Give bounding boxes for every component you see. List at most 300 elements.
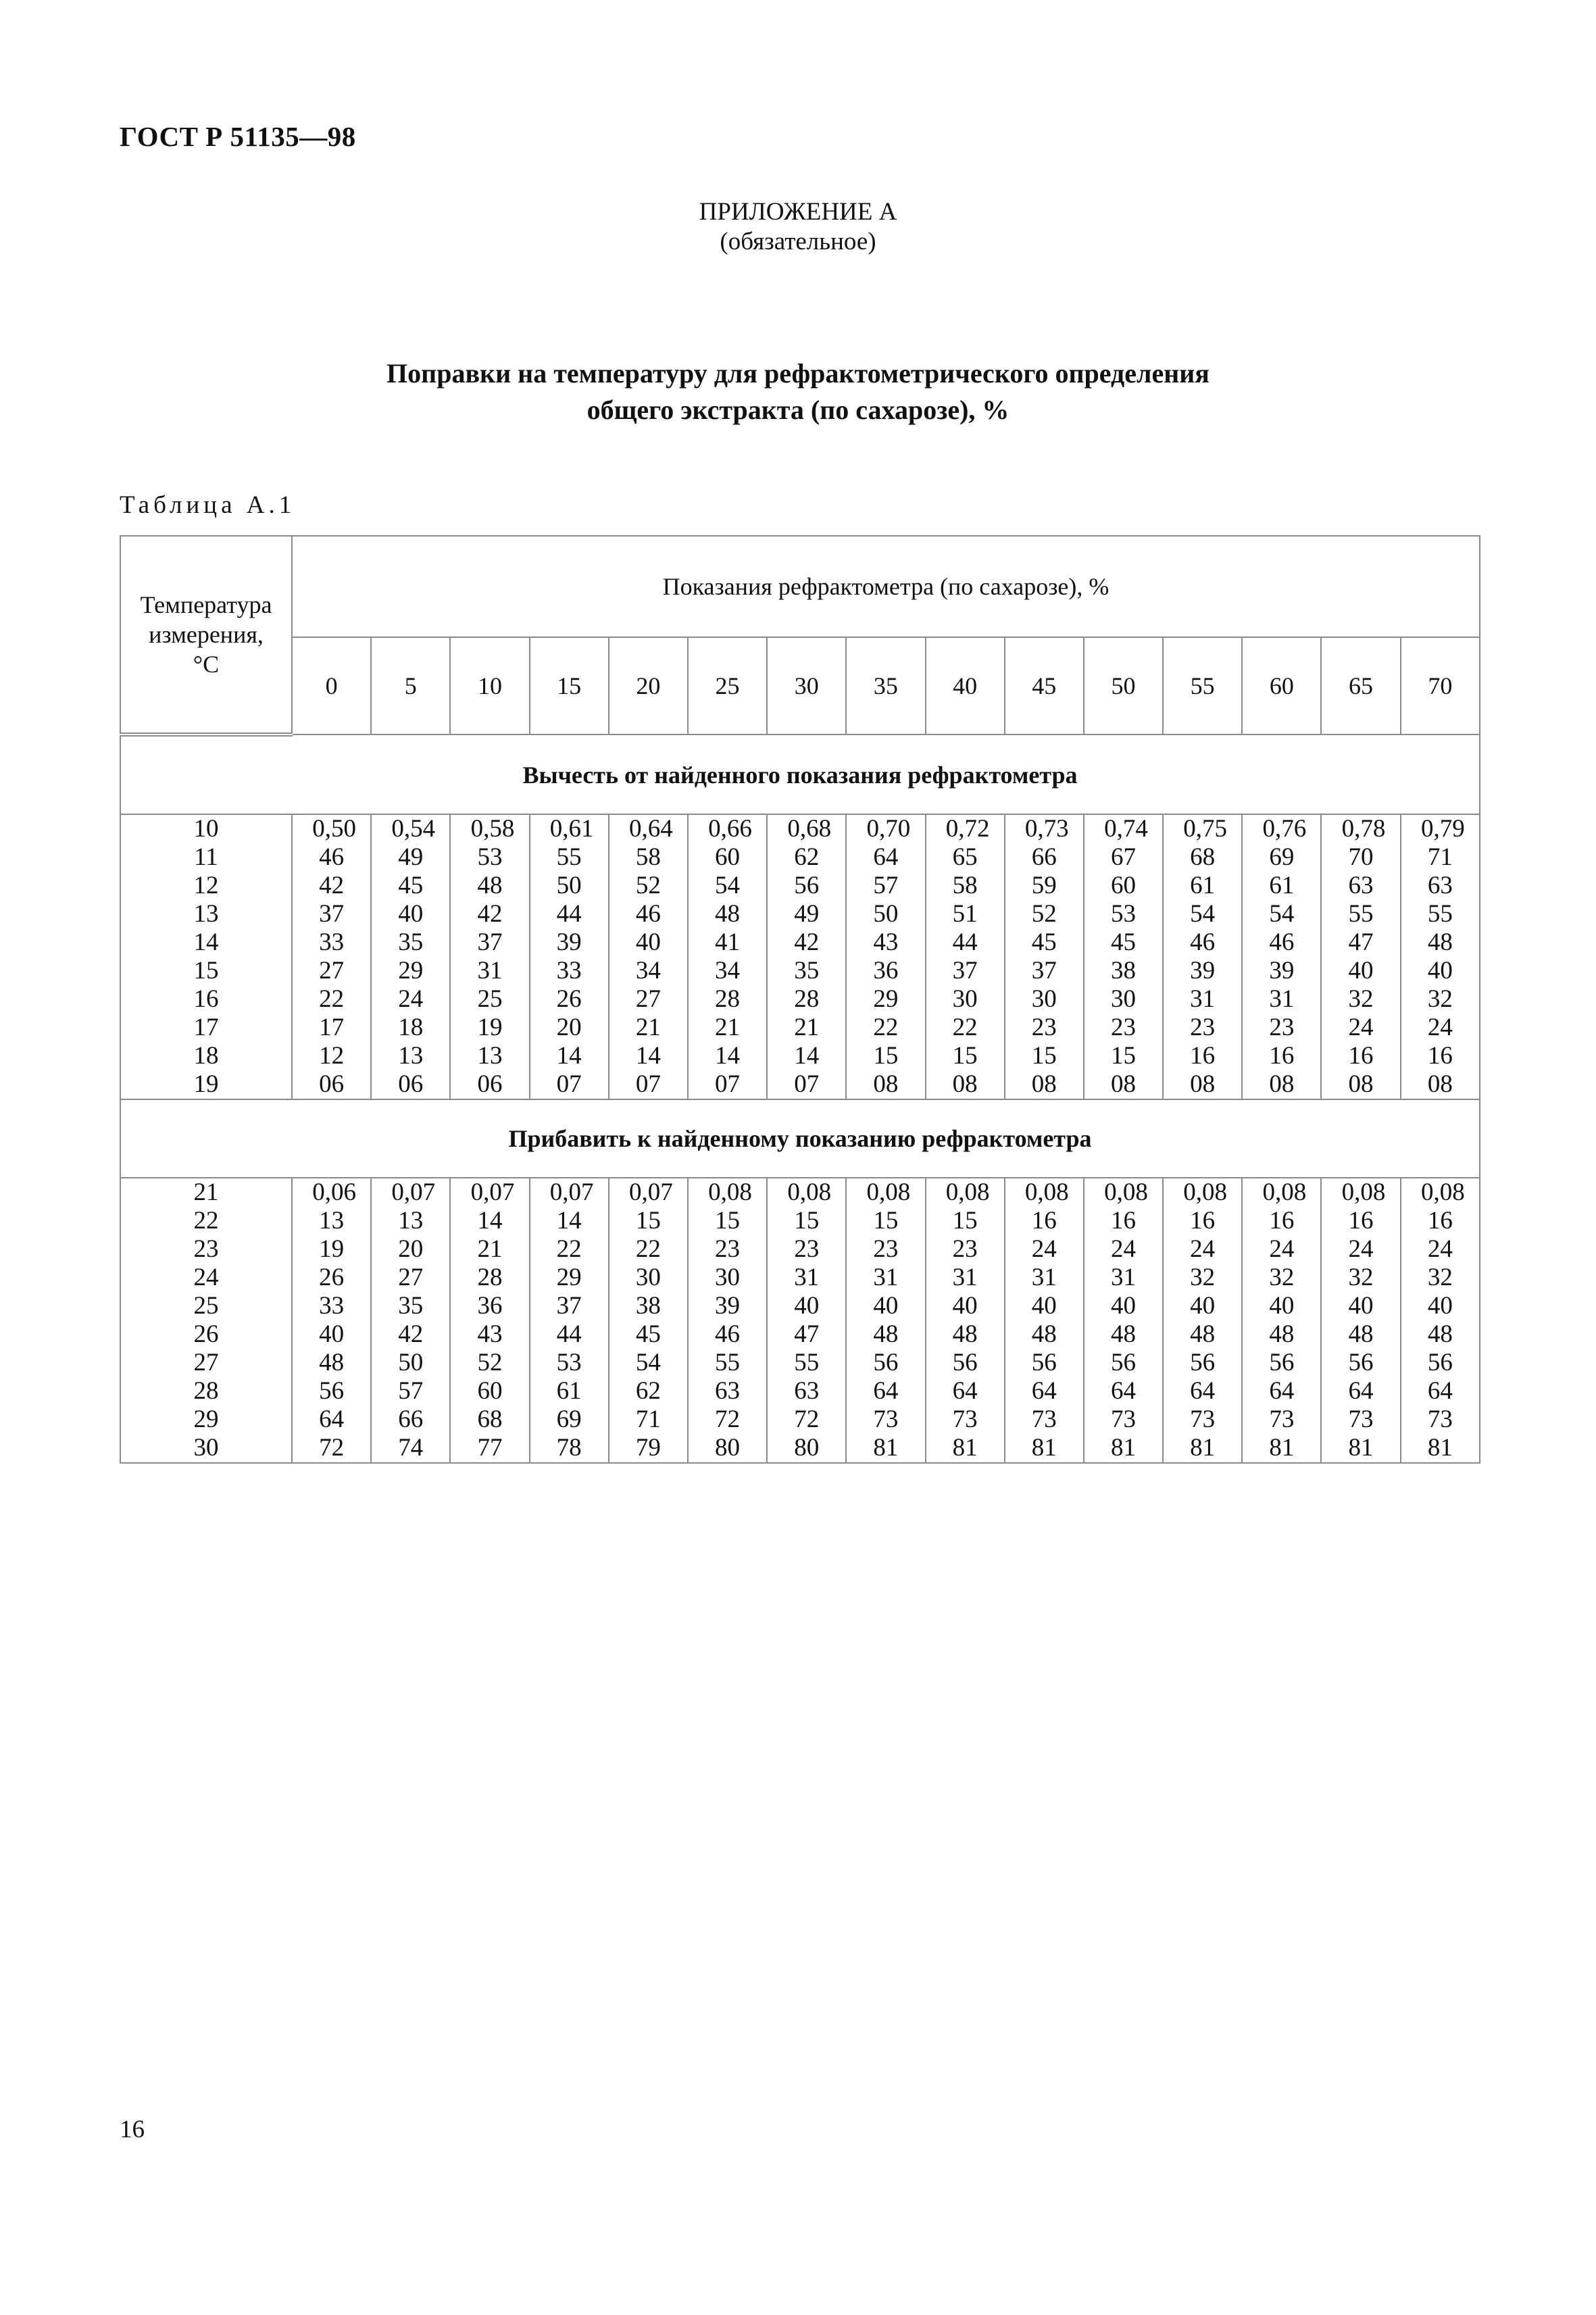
correction-value: 54 [635,1349,661,1376]
temperature-header-line: Температура [140,591,272,618]
correction-value: 40 [1110,1292,1136,1320]
correction-value: 16 [1031,1207,1057,1235]
correction-value: 48 [1269,1320,1295,1348]
correction-value: 24 [1427,1014,1453,1041]
correction-value: 55 [715,1349,741,1376]
correction-value: 17 [319,1014,345,1041]
temperature-value: 29 [193,1405,219,1433]
correction-value: 13 [319,1207,345,1235]
correction-cell [1401,814,1480,1099]
correction-cell [371,1178,450,1463]
correction-value: 21 [715,1014,741,1041]
correction-cell [530,814,609,1099]
correction-value: 38 [1110,957,1136,985]
correction-value: 33 [319,1292,345,1320]
correction-value: 31 [477,957,503,985]
correction-value: 54 [715,872,741,899]
correction-value: 81 [952,1434,978,1462]
correction-value: 44 [556,900,582,928]
correction-value: 63 [715,1377,741,1405]
correction-value: 72 [319,1434,345,1462]
correction-value: 80 [715,1434,741,1462]
temperature-value: 14 [193,928,219,956]
correction-value: 56 [1269,1349,1295,1376]
correction-value: 56 [873,1349,899,1376]
correction-value: 16 [1269,1207,1295,1235]
correction-value: 23 [1190,1014,1216,1041]
correction-value: 48 [319,1349,345,1376]
column-header: 65 [1321,637,1400,735]
correction-value: 15 [873,1207,899,1235]
correction-value: 25 [477,985,503,1013]
correction-cell [688,814,767,1099]
correction-cell [1163,814,1242,1099]
correction-value: 48 [477,872,503,899]
correction-value: 35 [398,928,424,956]
correction-value: 78 [556,1434,582,1462]
column-header: 35 [846,637,925,735]
correction-value: 23 [1031,1014,1057,1041]
correction-value: 37 [1031,957,1057,985]
correction-value: 0,79 [1420,815,1465,843]
correction-value: 40 [1348,1292,1374,1320]
correction-value: 0,76 [1262,815,1307,843]
correction-cell [1005,1178,1084,1463]
correction-value: 74 [398,1434,424,1462]
correction-value: 0,64 [628,815,673,843]
correction-value: 24 [1348,1235,1374,1263]
correction-value: 16 [1427,1207,1453,1235]
correction-value: 16 [1190,1042,1216,1070]
correction-value: 15 [715,1207,741,1235]
correction-value: 0,07 [391,1178,436,1206]
correction-value: 36 [873,957,899,985]
header-row [120,536,1480,637]
column-header: 15 [530,637,609,735]
correction-value: 22 [873,1014,899,1041]
temperature-cell [120,1178,292,1463]
correction-value: 45 [1031,928,1057,956]
correction-value: 39 [715,1292,741,1320]
correction-value: 14 [556,1042,582,1070]
correction-value: 21 [477,1235,503,1263]
correction-value: 40 [1427,957,1453,985]
correction-value: 61 [1269,872,1295,899]
correction-value: 0,08 [708,1178,752,1206]
correction-value: 45 [635,1320,661,1348]
temperature-cell [120,814,292,1099]
correction-value: 32 [1190,1264,1216,1291]
correction-value: 68 [1190,843,1216,871]
correction-value: 23 [1110,1014,1136,1041]
refractometer-header: Показания рефрактометра (по сахарозе), % [292,536,1480,637]
correction-value: 26 [556,985,582,1013]
temperature-value: 16 [193,985,219,1013]
correction-value: 29 [873,985,899,1013]
correction-value: 29 [398,957,424,985]
correction-value: 81 [1427,1434,1453,1462]
correction-value: 40 [1427,1292,1453,1320]
correction-value: 27 [319,957,345,985]
correction-value: 16 [1348,1042,1374,1070]
temperature-value: 12 [193,872,219,899]
correction-value: 73 [1031,1405,1057,1433]
correction-value: 0,66 [708,815,752,843]
correction-value: 41 [715,928,741,956]
correction-value: 15 [1031,1042,1057,1070]
correction-value: 61 [1190,872,1216,899]
correction-value: 0,78 [1341,815,1386,843]
correction-value: 33 [319,928,345,956]
correction-value: 52 [635,872,661,899]
correction-value: 0,08 [1183,1178,1228,1206]
correction-value: 42 [477,900,503,928]
correction-value: 23 [952,1235,978,1263]
correction-value: 56 [319,1377,345,1405]
correction-value: 52 [1031,900,1057,928]
column-header: 40 [926,637,1005,735]
correction-value: 0,08 [1420,1178,1465,1206]
correction-cell [1321,1178,1400,1463]
temperature-value: 27 [193,1349,219,1376]
correction-value: 23 [1269,1014,1295,1041]
correction-value: 0,50 [312,815,356,843]
correction-value: 46 [635,900,661,928]
column-header: 25 [688,637,767,735]
correction-value: 22 [556,1235,582,1263]
section-title: Прибавить к найденному показанию рефрактометра [120,1099,1480,1178]
correction-value: 71 [635,1405,661,1433]
correction-value: 31 [952,1264,978,1291]
temperature-value: 26 [193,1320,219,1348]
correction-value: 15 [952,1207,978,1235]
correction-value: 40 [1348,957,1374,985]
correction-value: 73 [1427,1405,1453,1433]
correction-cell [688,1178,767,1463]
correction-value: 58 [952,872,978,899]
correction-value: 22 [319,985,345,1013]
correction-value: 39 [1190,957,1216,985]
correction-value: 14 [556,1207,582,1235]
correction-value: 81 [1348,1434,1374,1462]
temperature-value: 10 [193,815,219,843]
correction-value: 07 [556,1070,582,1098]
correction-value: 35 [794,957,820,985]
correction-value: 32 [1427,985,1453,1013]
correction-value: 79 [635,1434,661,1462]
correction-cell [926,814,1005,1099]
page-number: 16 [120,2116,145,2143]
correction-value: 46 [319,843,345,871]
correction-value: 40 [319,1320,345,1348]
temperature-value: 18 [193,1042,219,1070]
correction-value: 23 [873,1235,899,1263]
correction-value: 33 [556,957,582,985]
correction-value: 40 [952,1292,978,1320]
column-header: 10 [450,637,529,735]
correction-value: 43 [873,928,899,956]
correction-value: 52 [477,1349,503,1376]
correction-value: 23 [715,1235,741,1263]
heading-line-1: Поправки на температуру для рефрактометрического определения [386,358,1210,389]
correction-value: 27 [398,1264,424,1291]
correction-value: 69 [556,1405,582,1433]
temperature-value: 11 [194,843,218,871]
correction-value: 58 [635,843,661,871]
correction-value: 40 [398,900,424,928]
correction-value: 49 [794,900,820,928]
column-header-row [120,637,1480,735]
correction-value: 72 [715,1405,741,1433]
correction-value: 0,70 [866,815,911,843]
correction-value: 40 [794,1292,820,1320]
correction-value: 30 [1031,985,1057,1013]
correction-value: 20 [556,1014,582,1041]
correction-value: 34 [715,957,741,985]
correction-value: 08 [1031,1070,1057,1098]
correction-value: 69 [1269,843,1295,871]
document-id: ГОСТ Р 51135—98 [120,121,356,152]
correction-value: 57 [873,872,899,899]
correction-value: 24 [1427,1235,1453,1263]
correction-value: 49 [398,843,424,871]
correction-value: 55 [794,1349,820,1376]
correction-value: 81 [1031,1434,1057,1462]
correction-value: 81 [1110,1434,1136,1462]
correction-value: 56 [1110,1349,1136,1376]
correction-value: 81 [1190,1434,1216,1462]
correction-value: 07 [635,1070,661,1098]
correction-value: 0,08 [1262,1178,1307,1206]
temperature-header-line: °С [193,651,220,678]
correction-value: 43 [477,1320,503,1348]
section-title: Вычесть от найденного показания рефрактометра [120,735,1480,814]
correction-value: 15 [794,1207,820,1235]
temperature-value: 22 [193,1207,219,1235]
correction-value: 21 [794,1014,820,1041]
correction-value: 0,58 [470,815,515,843]
correction-value: 39 [556,928,582,956]
correction-value: 56 [794,872,820,899]
correction-cell [530,1178,609,1463]
correction-value: 64 [1031,1377,1057,1405]
correction-value: 0,08 [1104,1178,1148,1206]
correction-value: 55 [556,843,582,871]
correction-value: 70 [1348,843,1374,871]
correction-cell [609,1178,688,1463]
correction-value: 13 [477,1042,503,1070]
correction-cell [450,1178,529,1463]
correction-value: 0,07 [628,1178,673,1206]
correction-value: 15 [1110,1042,1136,1070]
correction-value: 16 [1110,1207,1136,1235]
correction-value: 32 [1427,1264,1453,1291]
temperature-value: 28 [193,1377,219,1405]
correction-value: 16 [1190,1207,1216,1235]
correction-value: 56 [952,1349,978,1376]
correction-value: 64 [1190,1377,1216,1405]
correction-value: 50 [873,900,899,928]
correction-cell [609,814,688,1099]
correction-value: 20 [398,1235,424,1263]
temperature-value: 17 [193,1014,219,1041]
correction-value: 31 [1110,1264,1136,1291]
correction-value: 56 [1427,1349,1453,1376]
correction-value: 28 [477,1264,503,1291]
correction-value: 64 [1427,1377,1453,1405]
column-header: 45 [1005,637,1084,735]
correction-value: 0,08 [1024,1178,1069,1206]
correction-value: 0,75 [1183,815,1228,843]
table-heading [0,355,1596,428]
correction-value: 45 [1110,928,1136,956]
correction-value: 15 [873,1042,899,1070]
correction-value: 0,68 [787,815,832,843]
correction-value: 28 [794,985,820,1013]
correction-cell [767,814,846,1099]
correction-value: 62 [794,843,820,871]
correction-value: 65 [952,843,978,871]
correction-value: 0,08 [787,1178,832,1206]
correction-value: 16 [1427,1042,1453,1070]
temperature-value: 23 [193,1235,219,1263]
correction-value: 32 [1348,1264,1374,1291]
correction-value: 44 [556,1320,582,1348]
correction-value: 15 [952,1042,978,1070]
correction-value: 31 [1031,1264,1057,1291]
correction-value: 81 [873,1434,899,1462]
correction-cell [371,814,450,1099]
correction-value: 21 [635,1014,661,1041]
correction-value: 64 [873,843,899,871]
correction-value: 45 [398,872,424,899]
correction-value: 73 [1269,1405,1295,1433]
correction-value: 40 [1031,1292,1057,1320]
correction-value: 08 [1427,1070,1453,1098]
correction-value: 48 [1190,1320,1216,1348]
correction-value: 55 [1427,900,1453,928]
correction-value: 30 [635,1264,661,1291]
correction-value: 06 [477,1070,503,1098]
correction-value: 73 [952,1405,978,1433]
correction-value: 12 [319,1042,345,1070]
correction-value: 0,06 [312,1178,356,1206]
correction-cell [1401,1178,1480,1463]
correction-cell [450,814,529,1099]
correction-value: 53 [477,843,503,871]
correction-value: 19 [319,1235,345,1263]
correction-value: 35 [398,1292,424,1320]
correction-value: 63 [794,1377,820,1405]
correction-value: 16 [1348,1207,1374,1235]
correction-value: 08 [1110,1070,1136,1098]
correction-value: 32 [1269,1264,1295,1291]
temperature-value: 24 [193,1264,219,1291]
correction-value: 72 [794,1405,820,1433]
correction-value: 42 [319,872,345,899]
column-header: 60 [1242,637,1321,735]
correction-value: 14 [477,1207,503,1235]
correction-value: 37 [319,900,345,928]
temperature-value: 21 [193,1178,219,1206]
correction-value: 06 [398,1070,424,1098]
correction-value: 48 [1031,1320,1057,1348]
correction-value: 48 [1427,1320,1453,1348]
correction-value: 15 [635,1207,661,1235]
correction-value: 77 [477,1434,503,1462]
temperature-header [120,536,292,735]
correction-value: 31 [1190,985,1216,1013]
correction-value: 53 [556,1349,582,1376]
correction-value: 73 [873,1405,899,1433]
correction-value: 48 [1427,928,1453,956]
correction-cell [1321,814,1400,1099]
correction-value: 64 [1110,1377,1136,1405]
correction-value: 61 [556,1377,582,1405]
correction-value: 81 [1269,1434,1295,1462]
temperature-value: 19 [193,1070,219,1098]
correction-value: 56 [1348,1349,1374,1376]
correction-value: 62 [635,1377,661,1405]
correction-cell [767,1178,846,1463]
correction-value: 56 [1190,1349,1216,1376]
correction-value: 46 [1190,928,1216,956]
correction-value: 60 [477,1377,503,1405]
correction-value: 64 [1348,1377,1374,1405]
correction-value: 07 [794,1070,820,1098]
correction-value: 08 [1269,1070,1295,1098]
correction-value: 73 [1348,1405,1374,1433]
correction-value: 08 [873,1070,899,1098]
correction-cell [926,1178,1005,1463]
correction-cell [1242,814,1321,1099]
correction-value: 48 [1348,1320,1374,1348]
correction-value: 56 [1031,1349,1057,1376]
correction-value: 30 [1110,985,1136,1013]
correction-value: 08 [952,1070,978,1098]
correction-value: 32 [1348,985,1374,1013]
correction-value: 23 [794,1235,820,1263]
correction-value: 34 [635,957,661,985]
correction-value: 46 [1269,928,1295,956]
correction-value: 22 [635,1235,661,1263]
correction-value: 31 [873,1264,899,1291]
correction-value: 46 [715,1320,741,1348]
correction-value: 40 [1190,1292,1216,1320]
correction-cell [1163,1178,1242,1463]
correction-value: 0,74 [1104,815,1148,843]
correction-value: 64 [952,1377,978,1405]
correction-value: 38 [635,1292,661,1320]
section-title-row [120,1099,1480,1178]
appendix-title: ПРИЛОЖЕНИЕ А [699,198,897,226]
correction-cell [292,814,371,1099]
correction-value: 24 [1031,1235,1057,1263]
correction-value: 48 [1110,1320,1136,1348]
heading-line-2: общего экстракта (по сахарозе), % [587,395,1009,425]
correction-value: 60 [715,843,741,871]
correction-value: 54 [1269,900,1295,928]
correction-value: 37 [477,928,503,956]
correction-value: 48 [715,900,741,928]
temperature-value: 15 [193,957,219,985]
column-header: 5 [371,637,450,735]
correction-value: 66 [398,1405,424,1433]
correction-value: 0,07 [549,1178,594,1206]
correction-value: 0,08 [945,1178,990,1206]
correction-value: 53 [1110,900,1136,928]
correction-value: 54 [1190,900,1216,928]
